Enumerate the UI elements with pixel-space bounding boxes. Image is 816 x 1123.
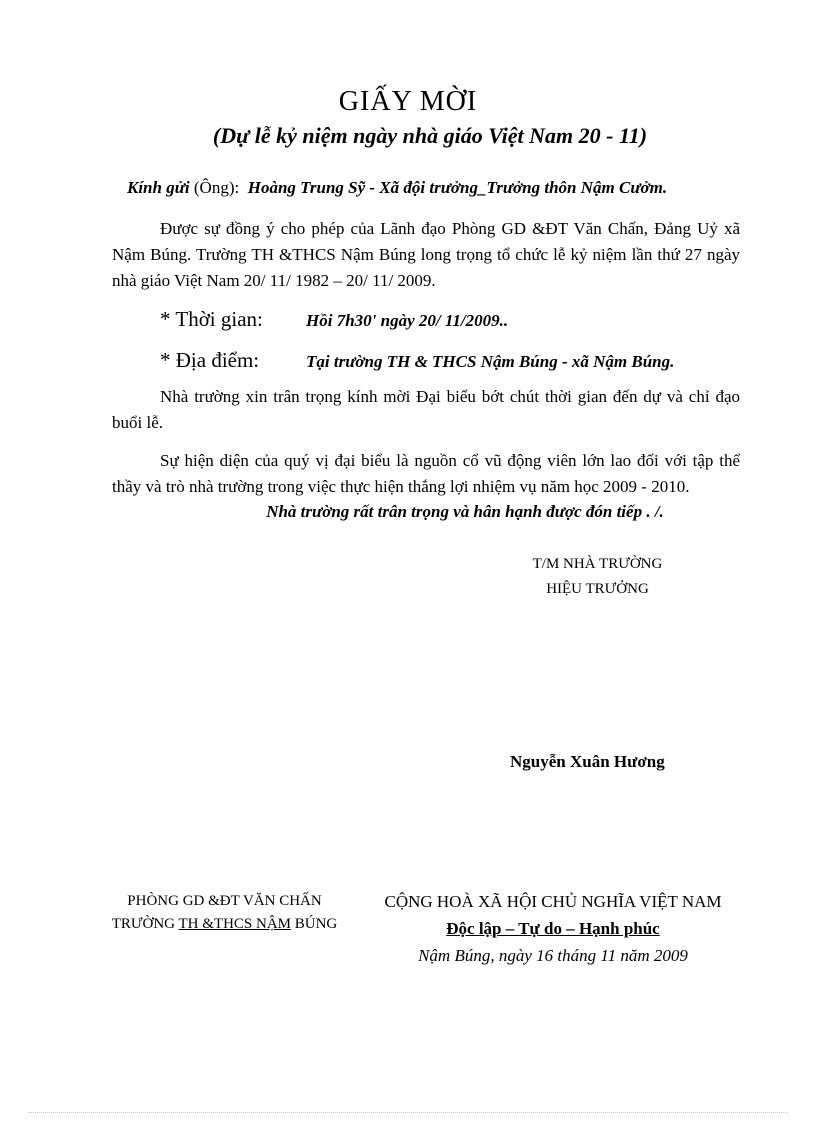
document-title: GIẤY MỜI bbox=[338, 86, 478, 117]
paragraph-presence bbox=[112, 448, 740, 500]
closing-line: Nhà trường rất trân trọng và hân hạnh được đón tiếp . /. bbox=[266, 502, 664, 521]
recipient-title: (Ông): bbox=[193, 178, 240, 197]
signer-name: Nguyễn Xuân Hương bbox=[510, 752, 665, 771]
page-bottom-divider bbox=[28, 1112, 788, 1113]
paragraph-presence-text: Sự hiện diện của quý vị đại biểu là nguồn cổ vũ động viên lớn lao đối với tập thể thầy và trò nhà trường trong việc thực hiện thắng lợi nhiệm vụ năm học 2009 - 2010. bbox=[112, 451, 740, 496]
paragraph-invitation bbox=[112, 384, 740, 436]
school-name bbox=[97, 913, 352, 936]
time-label: * Thời gian: bbox=[160, 307, 263, 331]
signature-title: HIỆU TRƯỞNG bbox=[546, 581, 649, 597]
recipient-line bbox=[127, 178, 667, 198]
place-value: Tại trường TH & THCS Nậm Búng - xã Nậm Búng. bbox=[306, 352, 675, 371]
place-label: * Địa điểm: bbox=[160, 348, 260, 372]
nation-header: CỘNG HOÀ XÃ HỘI CHỦ NGHĨA VIỆT NAM bbox=[384, 892, 722, 911]
school-name-suffix: BÚNG bbox=[291, 916, 338, 932]
office-header bbox=[97, 890, 352, 936]
recipient-name: Hoàng Trung Sỹ - Xã đội trưởng_Trưởng thôn Nậm Cưởm. bbox=[247, 178, 668, 197]
paragraph-intro-text: Được sự đồng ý cho phép của Lãnh đạo Phòng GD &ĐT Văn Chấn, Đảng Uỷ xã Nậm Búng. Trường TH &THCS Nậm Búng long trọng tổ chức lễ kỷ niệm lần thứ 27 ngày nhà giáo Việt Nam 20/ 11/ 1982 – 20/ 11/ 2009. bbox=[112, 219, 740, 290]
nation-motto bbox=[360, 919, 746, 939]
paragraph-invitation-text: Nhà trường xin trân trọng kính mời Đại biểu bớt chút thời gian đến dự và chỉ đạo buổi lễ. bbox=[112, 387, 740, 432]
document-subtitle: (Dự lễ kỷ niệm ngày nhà giáo Việt Nam 20 - 11) bbox=[212, 123, 648, 148]
paragraph-intro bbox=[112, 216, 740, 294]
time-value: Hồi 7h30' ngày 20/ 11/2009.. bbox=[306, 311, 509, 330]
place-row bbox=[160, 348, 674, 373]
signature-role: T/M NHÀ TRƯỜNG bbox=[532, 556, 663, 572]
time-row bbox=[160, 307, 508, 332]
school-name-underlined: TH &THCS NẬM bbox=[178, 916, 292, 932]
document-date: Nậm Búng, ngày 16 tháng 11 năm 2009 bbox=[418, 946, 688, 965]
office-name: PHÒNG GD &ĐT VĂN CHẤN bbox=[127, 893, 322, 909]
nation-motto-text: Độc lập – Tự do – Hạnh phúc bbox=[446, 919, 660, 938]
recipient-label: Kính gửi bbox=[127, 178, 190, 197]
school-name-prefix: TRƯỜNG bbox=[111, 916, 179, 932]
